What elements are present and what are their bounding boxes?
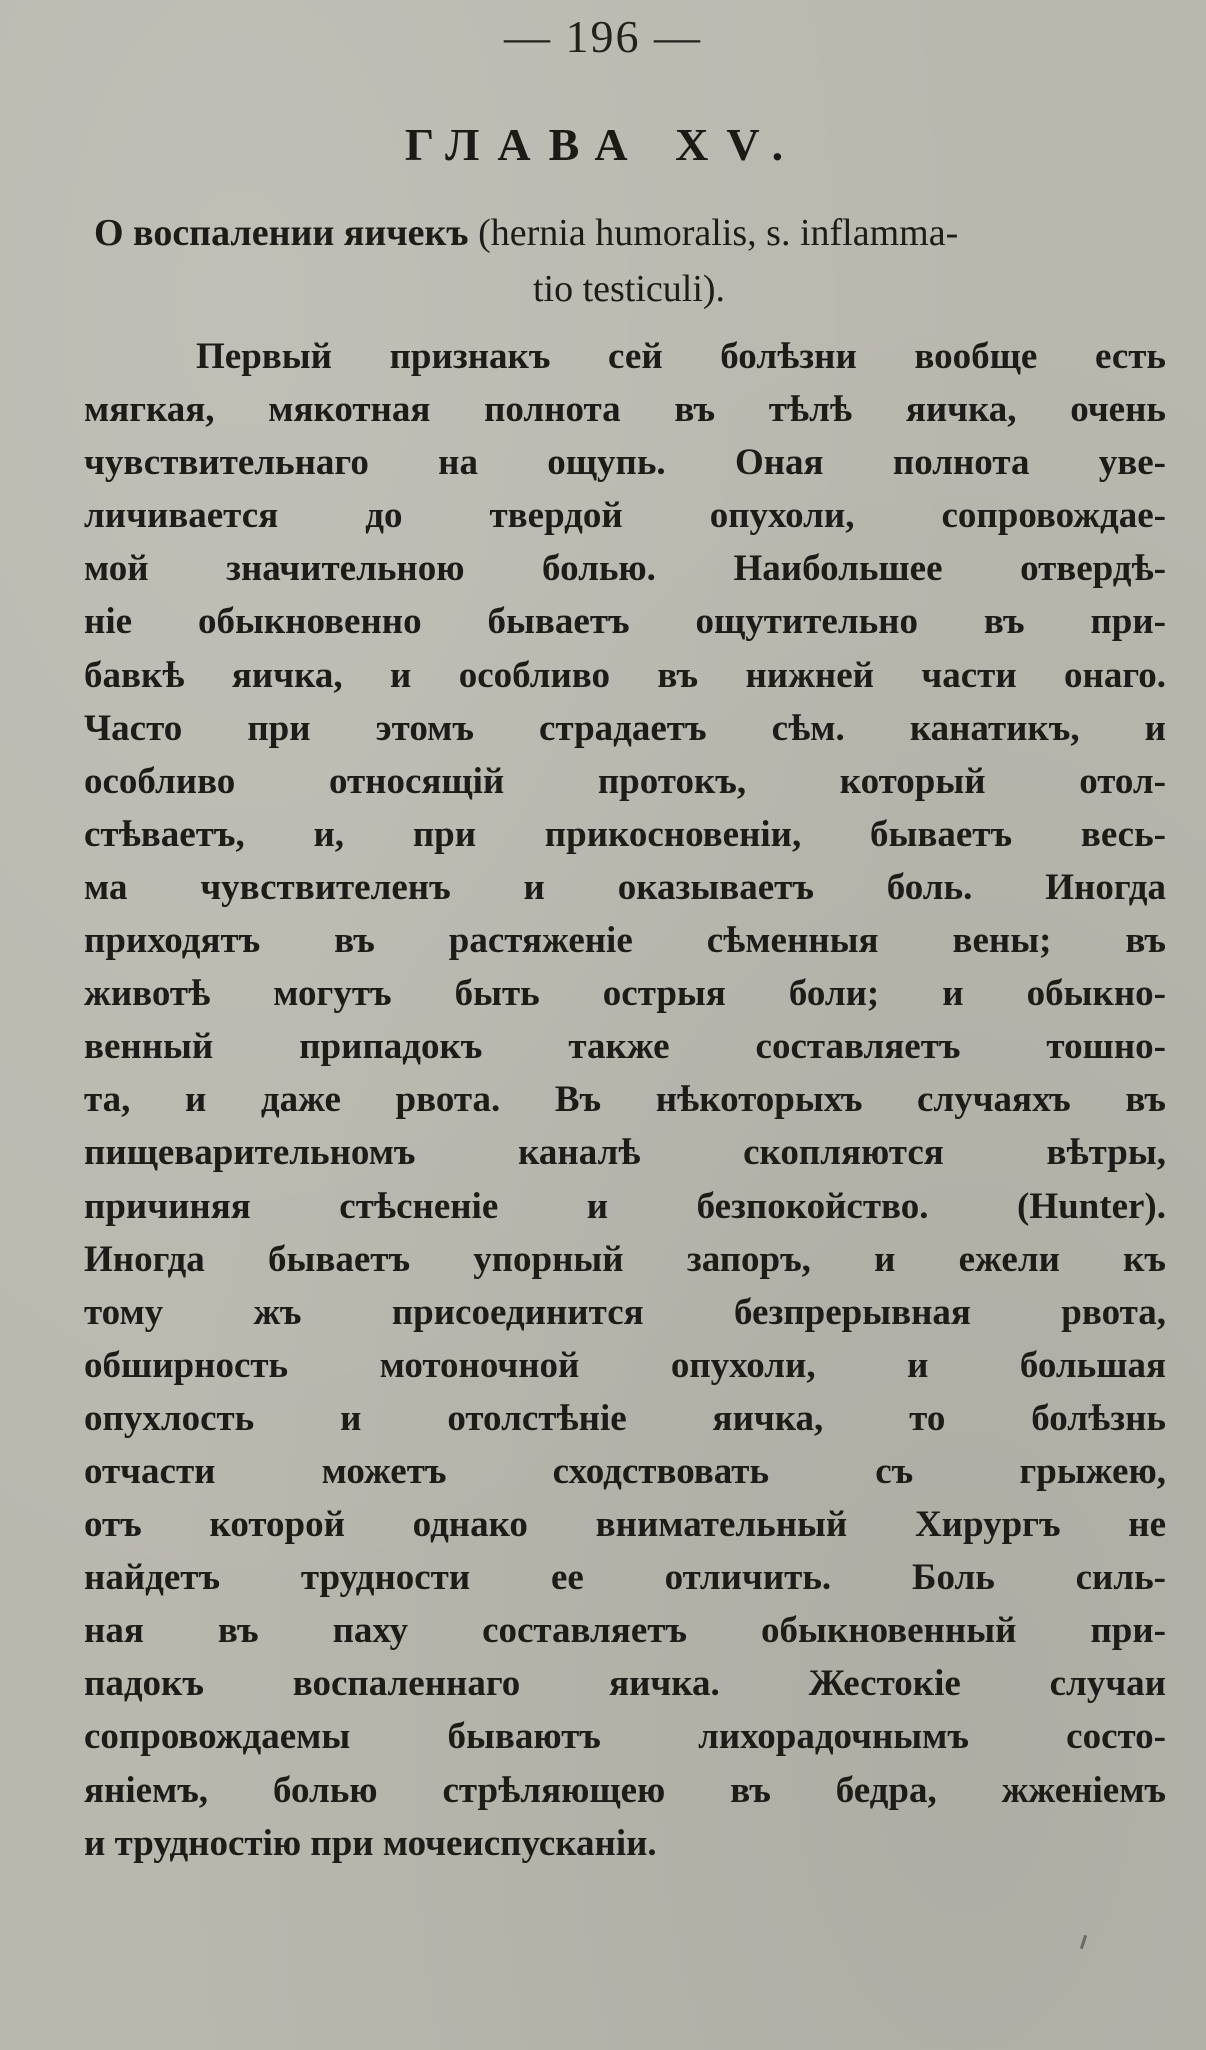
text-line: тому жъ присоединится безпрерывная рвота, — [84, 1291, 1166, 1333]
page-number: — 196 — — [504, 11, 702, 62]
text-line: венный припадокъ также составляетъ тошно- — [84, 1026, 1166, 1068]
text-line: Иногда бываетъ упорный запоръ, и ежели къ — [84, 1238, 1166, 1280]
chapter-title: ГЛАВА XV. — [404, 119, 802, 170]
body-text — [84, 330, 1166, 1870]
text-line: опухлость и отолстѣнiе яичка, то болѣзнь — [84, 1397, 1166, 1439]
section-title-main: О воспалении яичекъ — [94, 212, 469, 254]
text-line: отчасти можетъ сходствовать съ грыжею, — [84, 1450, 1166, 1492]
text-line: Часто при этомъ страдаетъ сѣм. канатикъ, и — [84, 707, 1166, 749]
text-line: отъ которой однако внимательный Хирургъ не — [84, 1504, 1166, 1546]
text-line: обширность мотоночной опухоли, и большая — [84, 1344, 1166, 1386]
text-line: ная въ паху составляетъ обыкновенный при- — [84, 1610, 1166, 1652]
text-line: пищеварительномъ каналѣ скопляются вѣтры, — [84, 1132, 1166, 1174]
text-line: бавкѣ яичка, и особливо въ нижней части онаго. — [84, 654, 1166, 696]
text-line: причиняя стѣсненiе и безпокойство. (Hunter). — [84, 1185, 1166, 1227]
text-line: личивается до твердой опухоли, сопровождае- — [84, 495, 1166, 537]
section-title-latin: (hernia humoralis, s. inflamma- — [478, 212, 959, 254]
section-title-line2: tio testiculi). — [532, 268, 726, 310]
text-line: падокъ воспаленнаго яичка. Жестокiе случаи — [84, 1663, 1166, 1705]
text-line: приходятъ въ растяженiе сѣменныя вены; въ — [84, 920, 1166, 962]
text-line: мягкая, мякотная полнота въ тѣлѣ яичка, очень — [84, 389, 1166, 431]
text-line: особливо относящiй протокъ, который отол- — [84, 760, 1166, 802]
text-line: ма чувствителенъ и оказываетъ боль. Иногда — [84, 866, 1166, 908]
text-line: сопровождаемы бываютъ лихорадочнымъ состо- — [84, 1716, 1166, 1758]
text-line: и трудностiю при мочеиспусканiи. — [84, 1822, 657, 1864]
text-line: чувствительнаго на ощупь. Оная полнота уве- — [84, 442, 1166, 484]
section-title — [94, 205, 1164, 317]
text-line: Первый признакъ сей болѣзни вообще есть — [196, 336, 1166, 377]
text-line: стѣваетъ, и, при прикосновенiи, бываетъ весь- — [84, 813, 1166, 855]
text-line: найдетъ трудности ее отличить. Боль силь- — [84, 1557, 1166, 1599]
page-blemish — [1080, 1935, 1087, 1949]
text-line: та, и даже рвота. Въ нѣкоторыхъ случаяхъ въ — [84, 1079, 1166, 1121]
text-line: нiе обыкновенно бываетъ ощутительно въ при- — [84, 601, 1166, 643]
text-line: янiемъ, болью стрѣляющею въ бедра, жженiемъ — [84, 1769, 1166, 1811]
text-line: животѣ могутъ быть острыя боли; и обыкно- — [84, 973, 1166, 1015]
text-line: мой значительною болью. Наибольшее отвердѣ- — [84, 548, 1166, 590]
